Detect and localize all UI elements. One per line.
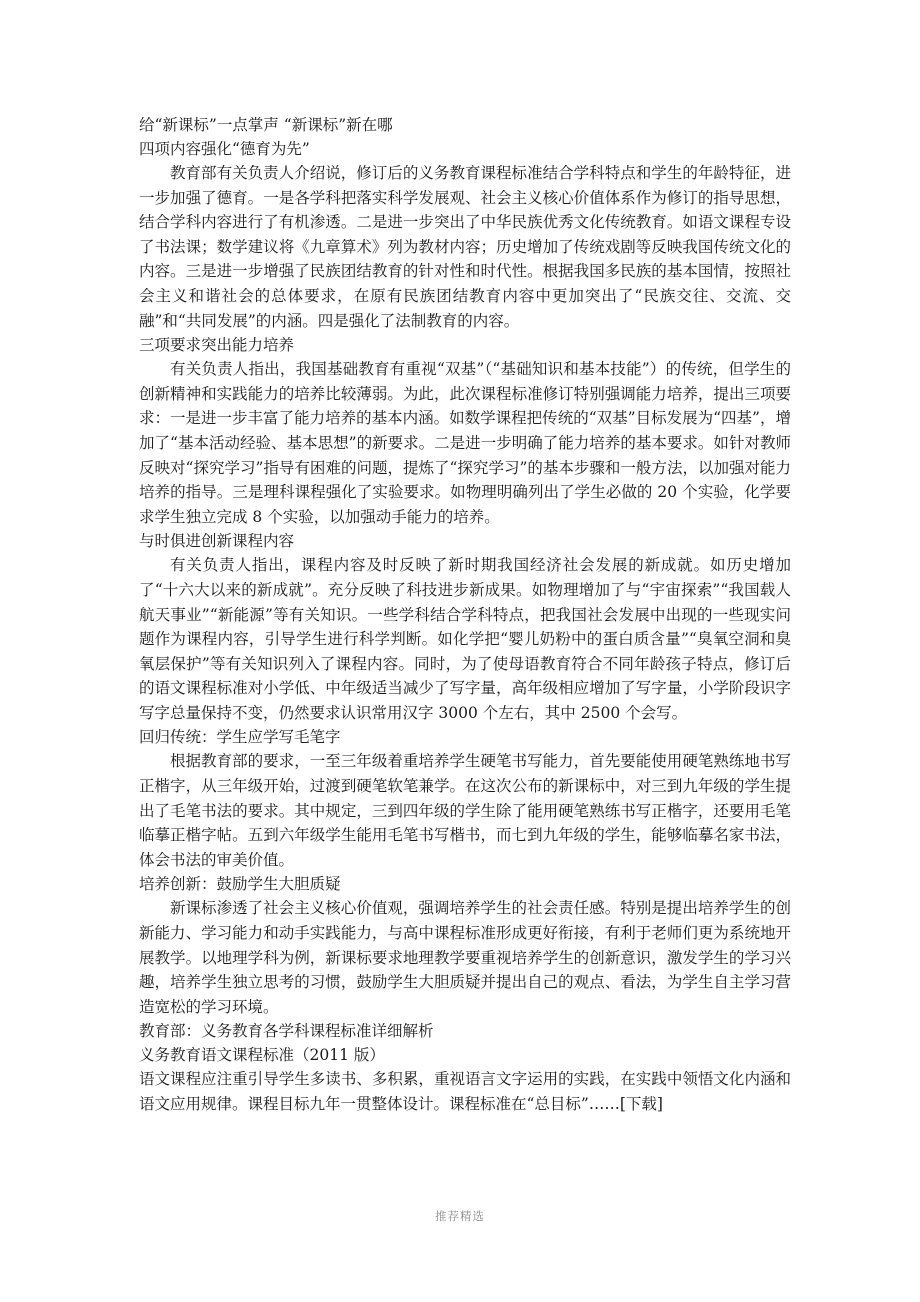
document-body [139,113,791,1117]
section-paragraph: 有关负责人指出，课程内容及时反映了新时期我国经济社会发展的新成就。如历史增加了“十六大以来的新成就”。充分反映了科技进步新成果。如物理增加了与“宇宙探索”“我国载人航天事业”“新能源”等有关知识。一些学科结合学科特点，把我国社会发展中出现的一些现实问题作为课程内容，引导学生进行科学判断。如化学把“婴儿奶粉中的蛋白质含量”“臭氧空洞和臭氧层保护”等有关知识列入了课程内容。同时，为了使母语教育符合不同年龄孩子特点，修订后的语文课程标准对小学低、中年级适当减少了写字量，高年级相应增加了写字量，小学阶段识字写字总量保持不变，仍然要求认识常用汉字 3000 个左右，其中 2500 个会写。 [139,556,791,722]
section-paragraph: 新课标渗透了社会主义核心价值观，强调培养学生的社会责任感。特别是提出培养学生的创新能力、学习能力和动手实践能力，与高中课程标准形成更好衔接，有利于老师们更为系统地开展教学。以地理学科为例，新课标要求地理教学要重视培养学生的创新意识，激发学生的学习兴趣，培养学生独立思考的习惯，鼓励学生大胆质疑并提出自己的观点、看法，为学生自主学习营造宽松的学习环境。 [139,899,791,1016]
section-heading: 三项要求突出能力培养 [139,336,295,355]
section-heading: 回归传统：学生应学写毛笔字 [139,728,341,747]
closing-heading: 教育部：义务教育各学科课程标准详细解析 [139,1022,434,1041]
page-footer: 推荐精选 [435,1209,485,1223]
closing-subheading: 义务教育语文课程标准（2011 版） [139,1046,385,1065]
section-paragraph: 根据教育部的要求，一至三年级着重培养学生硬笔书写能力，首先要能使用硬笔熟练地书写正楷字，从三年级开始，过渡到硬笔软笔兼学。在这次公布的新课标中，对三到九年级的学生提出了毛笔书法的要求。其中规定，三到四年级的学生除了能用硬笔熟练书写正楷字，还要用毛笔临摹正楷字帖。五到六年级学生能用毛笔书写楷书，而七到九年级的学生，能够临摹名家书法，体会书法的审美价值。 [139,752,791,869]
section-heading: 四项内容强化“德育为先” [139,140,310,158]
section-paragraph: 有关负责人指出，我国基础教育有重视“双基”（“基础知识和基本技能”）的传统，但学生的创新精神和实践能力的培养比较薄弱。为此，此次课程标准修订特别强调能力培养，提出三项要求：一是进一步丰富了能力培养的基本内涵。如数学课程把传统的“双基”目标发展为“四基”，增加了“基本活动经验、基本思想”的新要求。二是进一步明确了能力培养的基本要求。如针对教师反映对“探究学习”指导有困难的问题，提炼了“探究学习”的基本步骤和一般方法，以加强对能力培养的指导。三是理科课程强化了实验要求。如物理明确列出了学生必做的 20 个实验，化学要求学生独立完成 8 个实验，以加强动手能力的培养。 [139,360,791,526]
closing-paragraph-text: 语文课程应注重引导学生多读书、多积累，重视语言文字运用的实践，在实践中领悟文化内涵和语文应用规律。课程目标九年一贯整体设计。课程标准在“总目标”……[下载] [139,1070,791,1113]
section-paragraph: 教育部有关负责人介绍说，修订后的义务教育课程标准结合学科特点和学生的年龄特征，进一步加强了德育。一是各学科把落实科学发展观、社会主义核心价值体系作为修订的指导思想，结合学科内容进行了有机渗透。二是进一步突出了中华民族优秀文化传统教育。如语文课程专设了书法课；数学建议将《九章算术》列为教材内容；历史增加了传统戏剧等反映我国传统文化的内容。三是进一步增强了民族团结教育的针对性和时代性。根据我国多民族的基本国情，按照社会主义和谐社会的总体要求，在原有民族团结教育内容中更加突出了“民族交往、交流、交融”和“共同发展”的内涵。四是强化了法制教育的内容。 [139,164,791,330]
closing-paragraph [139,1067,791,1116]
document-title: 给“新课标”一点掌声 “新课标”新在哪 [139,116,393,134]
section-heading: 与时俱进创新课程内容 [139,532,295,551]
section-heading: 培养创新：鼓励学生大胆质疑 [139,875,341,894]
